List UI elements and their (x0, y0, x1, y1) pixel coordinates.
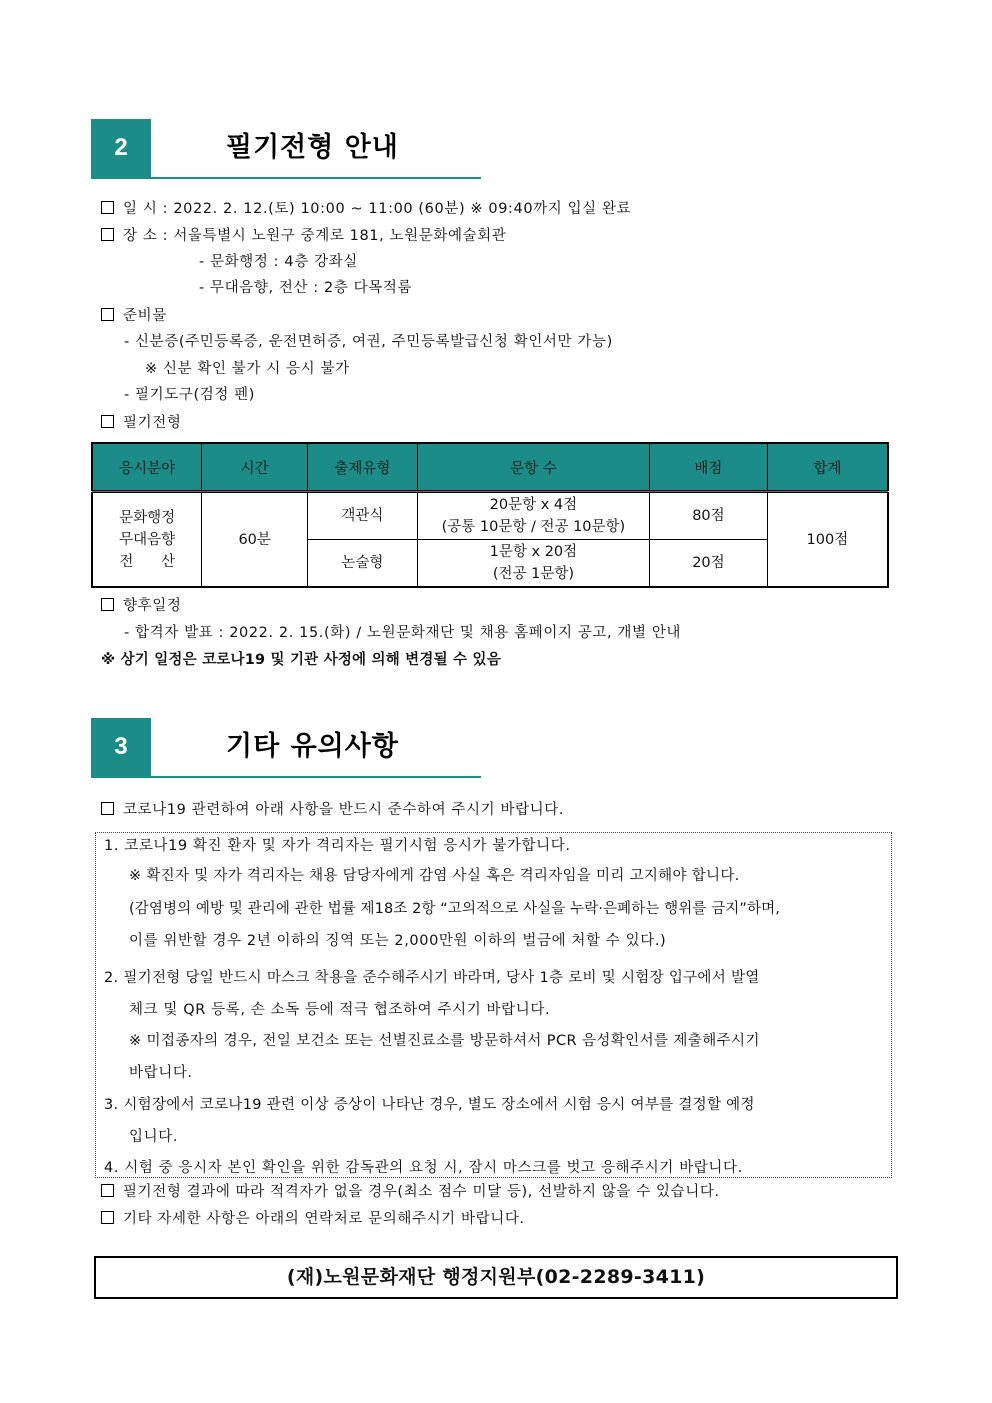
section-3-header (91, 718, 481, 778)
result-line-text: 필기전형 결과에 따라 적격자가 없을 경우(최소 점수 미달 등), 선발하지 않을 수 있습니다. (123, 1184, 720, 1200)
covid-item-3-cont: 입니다. (129, 1129, 179, 1145)
field-cell (92, 492, 202, 588)
place-sub1: - 문화행정 : 4층 강좌실 (199, 254, 358, 270)
count-line: (전공 1문항) (492, 566, 574, 582)
section-3-number: 3 (91, 718, 151, 776)
contact-line-text: 기타 자세한 사항은 아래의 연락처로 문의해주시기 바랍니다. (123, 1211, 525, 1227)
prep-label (101, 306, 167, 326)
place-text: 장 소 : 서울특별시 노원구 중계로 181, 노원문화예술회관 (123, 228, 507, 244)
header-field: 응시분야 (92, 443, 202, 492)
covid-item-1-note: ※ 확진자 및 자가 격리자는 채용 담당자에게 감염 사실 혹은 격리자임을 미리 고지해야 합니다. (129, 868, 740, 884)
field-line: 문화행정 (119, 509, 176, 526)
prep-label-text: 준비물 (123, 308, 167, 324)
header-type: 출제유형 (308, 443, 418, 492)
date-text: 일 시 : 2022. 2. 12.(토) 10:00 ~ 11:00 (60분) ※ 09:40까지 입실 완료 (123, 201, 632, 217)
header-count: 문항 수 (417, 443, 649, 492)
section-3-title: 기타 유의사항 (226, 731, 399, 762)
checkbox-icon (101, 1184, 114, 1197)
count-line: (공통 10문항 / 전공 10문항) (441, 519, 626, 535)
field-line: 전 산 (119, 553, 175, 570)
score-cell: 20점 (650, 540, 768, 588)
exam-label-text: 필기전형 (123, 415, 182, 431)
contact-box: (재)노원문화재단 행정지원부(02-2289-3411) (94, 1256, 898, 1299)
covid-item-2-note: 바랍니다. (129, 1065, 193, 1081)
schedule-label-text: 향후일정 (123, 598, 182, 614)
checkbox-icon (101, 415, 114, 428)
type-cell: 객관식 (308, 492, 418, 540)
schedule-item: - 합격자 발표 : 2022. 2. 15.(화) / 노원문화재단 및 채용 홈페이지 공고, 개별 안내 (124, 625, 682, 641)
checkbox-icon (101, 802, 114, 815)
checkbox-icon (101, 228, 114, 241)
header-time: 시간 (202, 443, 308, 492)
prep-item1: - 신분증(주민등록증, 운전면허증, 여권, 주민등록발급신청 확인서만 가능) (124, 334, 613, 350)
header-total: 합계 (767, 443, 888, 492)
section-2-title: 필기전형 안내 (226, 132, 399, 163)
prep-note: ※ 신분 확인 불가 시 응시 불가 (145, 361, 350, 377)
schedule-label (101, 596, 181, 616)
table-row (92, 492, 888, 540)
exam-label (101, 413, 181, 433)
covid-item-2-cont: 체크 및 QR 등록, 손 소독 등에 적극 협조하여 주시기 바랍니다. (129, 1002, 551, 1018)
covid-item-2: 2. 필기전형 당일 반드시 마스크 착용을 준수해주시기 바라며, 당사 1층 로비 및 시험장 입구에서 발열 (104, 970, 760, 986)
checkbox-icon (101, 598, 114, 611)
place-sub2: - 무대음향, 전산 : 2층 다목적룸 (199, 280, 413, 296)
prep-item2: - 필기도구(검정 펜) (124, 387, 256, 403)
section-2-header (91, 119, 481, 179)
checkbox-icon (101, 201, 114, 214)
header-score: 배점 (650, 443, 768, 492)
checkbox-icon (101, 1211, 114, 1224)
count-line: 20문항 x 4점 (489, 497, 578, 513)
checkbox-icon (101, 308, 114, 321)
date-line (101, 199, 631, 219)
type-cell: 논술형 (308, 540, 418, 588)
covid-item-4: 4. 시험 중 응시자 본인 확인을 위한 감독관의 요청 시, 잠시 마스크를 벗고 응해주시기 바랍니다. (104, 1160, 743, 1176)
exam-table (91, 442, 889, 588)
result-line (101, 1182, 720, 1202)
covid-item-1-note: (감염병의 예방 및 관리에 관한 법률 제18조 2항 “고의적으로 사실을 누락·은폐하는 행위를 금지”하며, (129, 901, 780, 917)
section-2-number: 2 (91, 119, 151, 177)
schedule-notice: ※ 상기 일정은 코로나19 및 기관 사정에 의해 변경될 수 있음 (101, 652, 501, 668)
total-cell: 100점 (767, 492, 888, 588)
place-line (101, 226, 506, 246)
covid-item-1-note: 이를 위반할 경우 2년 이하의 징역 또는 2,000만원 이하의 벌금에 처할 수 있다.) (129, 933, 667, 949)
field-line: 무대음향 (119, 531, 176, 548)
covid-item-1: 1. 코로나19 확진 환자 및 자가 격리자는 필기시험 응시가 불가합니다. (104, 838, 571, 854)
score-cell: 80점 (650, 492, 768, 540)
covid-intro (101, 800, 564, 820)
count-cell (417, 540, 649, 588)
covid-intro-text: 코로나19 관련하여 아래 사항을 반드시 준수하여 주시기 바랍니다. (123, 802, 565, 818)
contact-line (101, 1209, 525, 1229)
count-line: 1문항 x 20점 (489, 544, 578, 560)
time-cell: 60분 (202, 492, 308, 588)
covid-item-2-note: ※ 미접종자의 경우, 전일 보건소 또는 선별진료소를 방문하셔서 PCR 음성확인서를 제출해주시기 (129, 1033, 760, 1049)
count-cell (417, 492, 649, 540)
covid-item-3: 3. 시험장에서 코로나19 관련 이상 증상이 나타난 경우, 별도 장소에서 시험 응시 여부를 결정할 예정 (104, 1097, 755, 1113)
table-header-row (92, 443, 888, 492)
